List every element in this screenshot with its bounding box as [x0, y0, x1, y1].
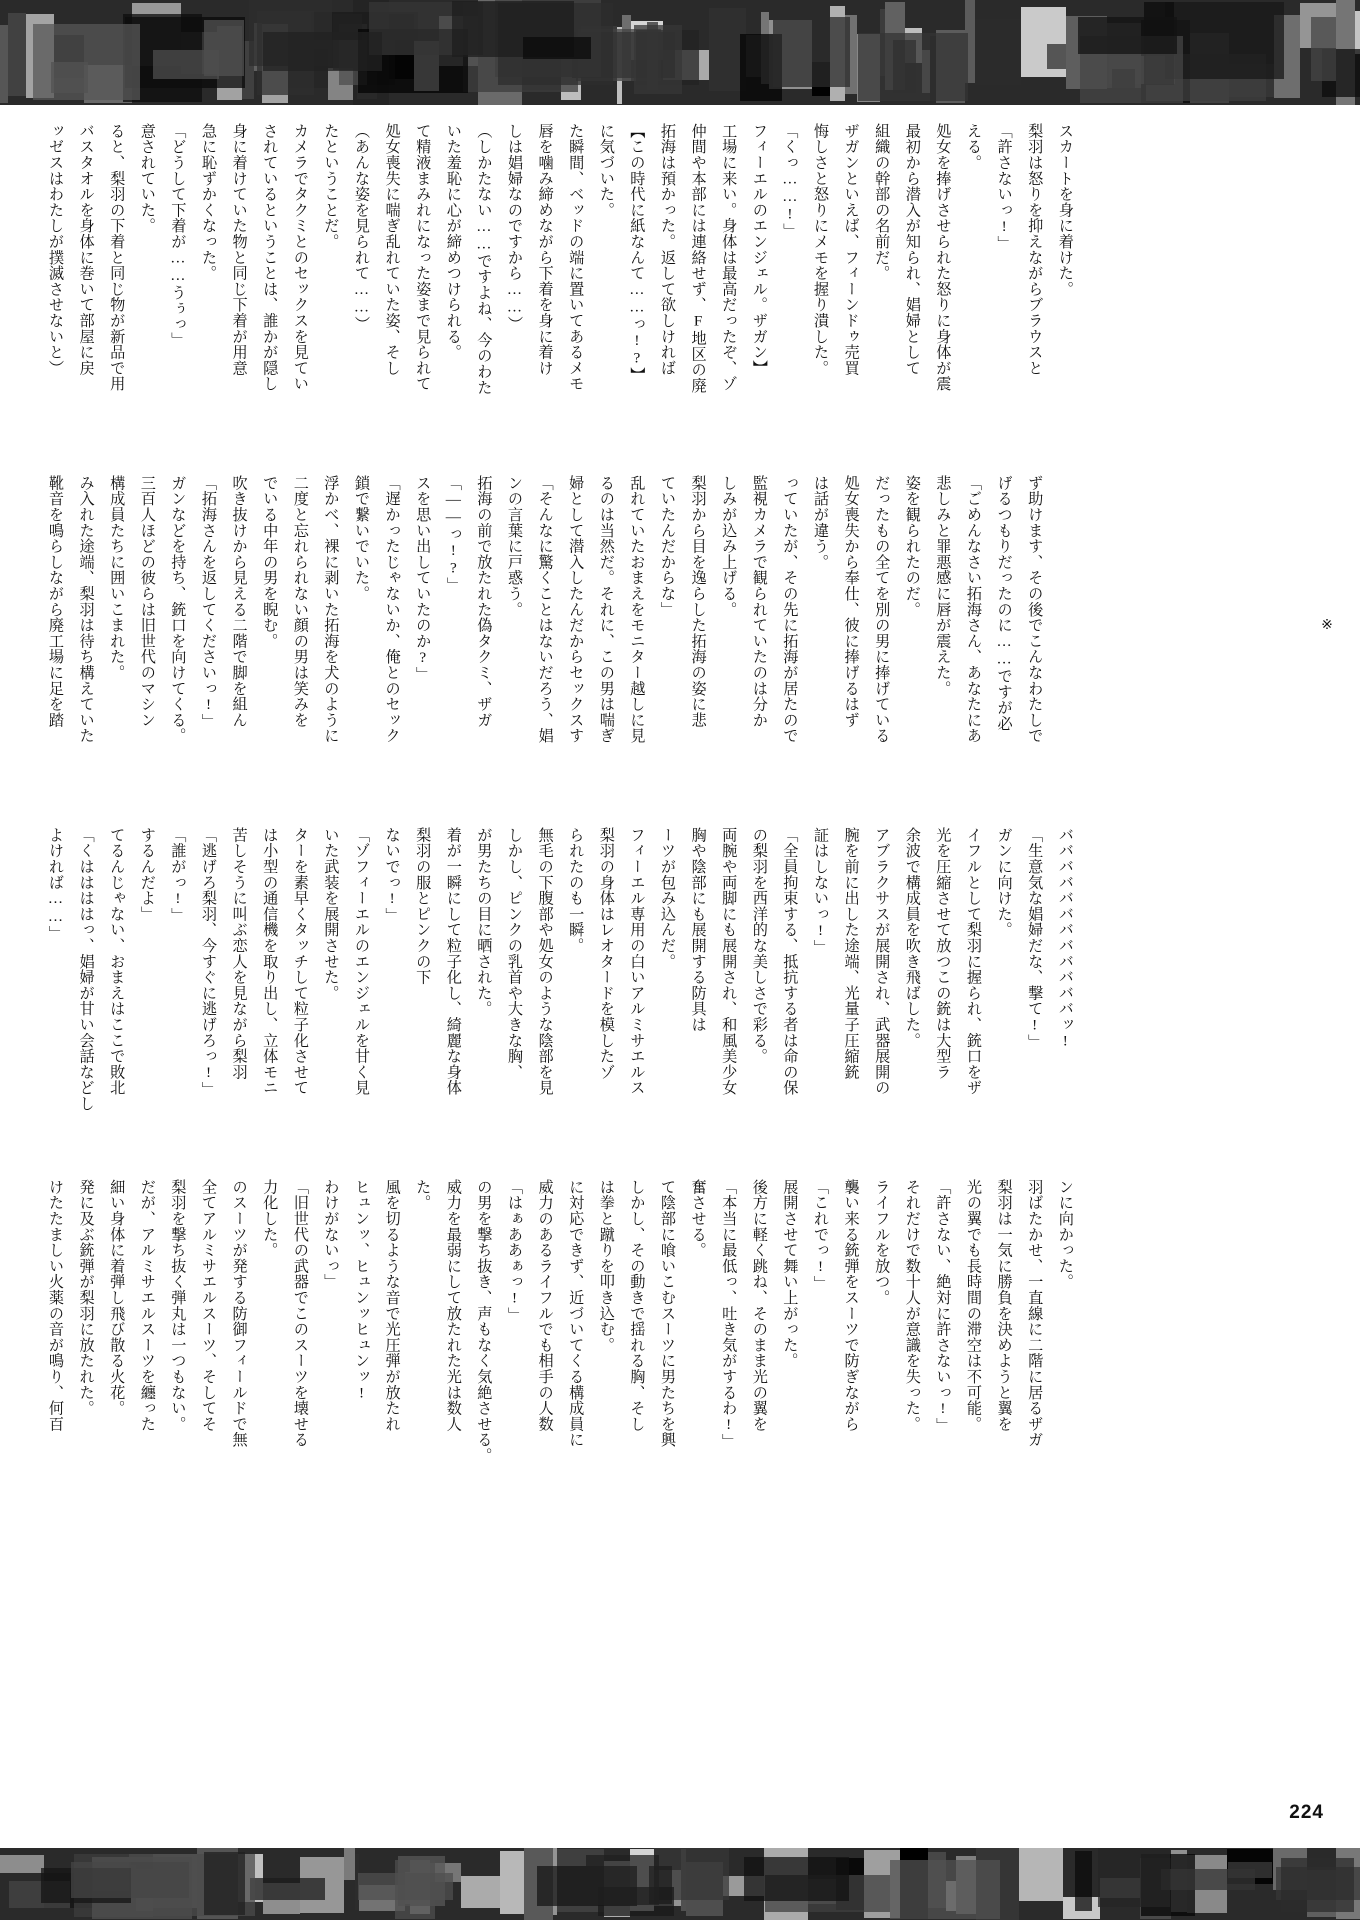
text-line: アブラクサスが展開され、武器展開の: [873, 827, 891, 1096]
text-line: ライフルを放つ。: [873, 1179, 891, 1306]
banner-stripe: [1078, 17, 1177, 54]
text-line: 乱れていたおまえをモニター越しに見: [628, 475, 646, 744]
text-line: ッゼスはわたしが撲滅させないと）: [47, 123, 64, 376]
text-line: 展開させて舞い上がった。: [781, 1179, 799, 1369]
text-line: 悲しみと罪悪感に唇が震えた。: [934, 475, 952, 697]
text-line: るのは当然だ。それに、この男は喘ぎ: [597, 475, 615, 744]
text-line: が男たちの目に晒された。: [475, 827, 493, 1017]
text-line: 風を切るような音で光圧弾が放たれ: [383, 1179, 401, 1432]
text-line: カメラでタクミとのセックスを見てい: [291, 123, 309, 392]
text-line: されているということは、誰かが隠し: [261, 123, 279, 392]
text-line: 細い身体に着弾し飛び散る火花。: [108, 1179, 126, 1416]
page-body: [0, 105, 1360, 1848]
text-line: 急に恥ずかくなった。: [200, 123, 217, 281]
top-decorative-band: [0, 0, 1360, 105]
text-line: 「ごめんなさい拓海さん、あなたにあ: [965, 475, 982, 744]
banner-stripe: [1098, 1848, 1170, 1907]
banner-stripe: [461, 1876, 500, 1908]
text-line: 「生意気な娼婦だな、撃て!」: [1026, 827, 1044, 1050]
text-line: 浮かべ、裸に剥いた拓海を犬のように: [322, 475, 340, 744]
text-line: 襲い来る銃弾をスーツで防ぎながら: [842, 1179, 860, 1432]
text-line: 靴音を鳴らしながら廃工場に足を踏: [47, 475, 64, 728]
text-line: 梨羽を撃ち抜く弾丸は一つもない。: [169, 1179, 187, 1432]
text-line: た瞬間、ベッドの端に置いてあるメモ: [567, 123, 585, 392]
text-line: に対応できず、近づいてくる構成員に: [567, 1179, 585, 1448]
text-line: けたたましい火薬の音が鳴り、何百: [47, 1179, 64, 1432]
text-line: ガンに向けた。: [995, 827, 1013, 938]
text-line: 胸や陰部にも展開する防具は: [689, 827, 707, 1033]
text-line: でいる中年の男を睨む。: [261, 475, 279, 649]
text-line: は話が違う。: [812, 475, 829, 570]
banner-stripe: [890, 1860, 1000, 1919]
text-line: 唇を噛み締めながら下着を身に着け: [536, 123, 554, 376]
banner-stripe: [250, 1878, 325, 1900]
banner-stripe: [1311, 17, 1336, 81]
text-line: に気づいた。: [597, 123, 615, 218]
banner-stripe: [1281, 1858, 1354, 1912]
banner-stripe: [975, 19, 1021, 85]
text-line: 証はしないっ!」: [812, 827, 829, 956]
text-line: 「はぁああぁっ!」: [506, 1179, 523, 1323]
text-line: だったもの全てを別の男に捧げている: [873, 475, 891, 744]
banner-stripe: [634, 25, 682, 94]
text-line: 「遅かったじゃないか、俺とのセック: [383, 475, 401, 744]
text-line: 奮させる。: [689, 1179, 707, 1258]
text-line: 無毛の下腹部や処女のような陰部を見: [536, 827, 554, 1096]
text-line: いた羞恥に心が締めつけられる。: [444, 123, 462, 360]
text-line: 吹き抜けから見える二階で脚を組ん: [230, 475, 248, 728]
text-line: げるつもりだったのに……ですが必: [995, 475, 1013, 732]
page-folio: 224: [1289, 1802, 1324, 1823]
text-line: ていたんだからな」: [659, 475, 676, 618]
text-line: 工場に来い。身体は最高だったぞ、ゾ: [720, 123, 738, 392]
text-line: フィーエル専用の白いアルミサエルス: [628, 827, 646, 1096]
text-line: 「これでっ!」: [812, 1179, 829, 1292]
text-line: するんだよ」: [138, 827, 156, 922]
page-marker: ※: [1319, 617, 1334, 634]
text-line: だが、アルミサエルスーツを纏った: [138, 1179, 156, 1432]
banner-stripe: [0, 25, 8, 103]
text-line: よければ……」: [47, 827, 64, 942]
text-line: の男を撃ち抜き、声もなく気絶させる。: [475, 1179, 493, 1464]
banner-stripe: [204, 1852, 245, 1915]
text-line: 監視カメラで観られていたのは分か: [750, 475, 768, 728]
banner-stripe: [1161, 1869, 1255, 1890]
text-line: それだけで数十人が意識を失った。: [903, 1179, 921, 1432]
text-line: 力化した。: [261, 1179, 279, 1258]
bottom-decorative-band: [0, 1848, 1360, 1920]
text-line: 全てアルミサエルスーツ、そしてそ: [200, 1179, 217, 1432]
banner-stripe: [773, 17, 850, 87]
text-line: バスタオルを身体に巻いて部屋に戻: [77, 123, 95, 376]
text-line: 「ゾフィーエルのエンジェルを甘く見: [353, 827, 370, 1096]
text-line: 「許さない、絶対に許さないっ!」: [934, 1179, 952, 1434]
text-line: 「くははははっ、娼婦が甘い会話などし: [77, 827, 95, 1112]
text-line: のスーツが発する防御フィールドで無: [230, 1179, 248, 1448]
text-line: 処女を捧げさせられた怒りに身体が震: [934, 123, 952, 392]
text-line: 拓海の前で放たれた偽タクミ、ザガ: [475, 475, 493, 728]
text-line: 梨羽の服とピンクの下: [414, 827, 432, 985]
text-line: 「旧世代の武器でこのスーツを壊せる: [291, 1179, 309, 1448]
text-line: は拳と蹴りを叩き込む。: [597, 1179, 615, 1353]
text-line: 発に及ぶ銃弾が梨羽に放たれた。: [77, 1179, 95, 1416]
text-line: 威力を最弱にして放たれた光は数人: [444, 1179, 462, 1432]
text-line: 「くっ……!」: [781, 123, 799, 239]
text-line: わけがないっ」: [322, 1179, 340, 1290]
text-line: ンの言葉に戸惑う。: [506, 475, 523, 618]
text-line: 婦として潜入したんだからセックスす: [567, 475, 585, 744]
text-line: は小型の通信機を取り出し、立体モニ: [261, 827, 279, 1096]
banner-stripe: [586, 1855, 659, 1905]
text-line: 「本当に最低っ、吐き気がするわ!」: [720, 1179, 738, 1450]
text-line: 「全員拘束する、抵抗する者は命の保: [781, 827, 799, 1096]
text-line: 苦しそうに叫ぶ恋人を見ながら梨羽: [230, 827, 248, 1080]
text-line: 「誰がっ!」: [169, 827, 187, 924]
banner-stripe: [1047, 44, 1066, 69]
text-line: たということだ。: [322, 123, 340, 250]
text-line: 梨羽は怒りを抑えながらブラウスと: [1026, 123, 1044, 376]
text-line: 後方に軽く跳ね、そのまま光の翼を: [750, 1179, 768, 1432]
text-line: フィーエルのエンジェル。ザガン】: [750, 123, 768, 376]
text-line: スを思い出していたのか?」: [414, 475, 432, 683]
text-line: 腕を前に出した途端、光量子圧縮銃: [842, 827, 860, 1080]
banner-stripe: [358, 1873, 453, 1900]
text-line: ババババババババババババッ!: [1056, 827, 1074, 1050]
text-line: ガンなどを持ち、銃口を向けてくる。: [169, 475, 187, 744]
text-line: 両腕や両脚にも展開され、和風美少女: [720, 827, 738, 1096]
text-line: 処女喪失に喘ぎ乱れていた姿、そし: [383, 123, 401, 376]
text-line: 二度と忘れられない顔の男は笑みを: [291, 475, 309, 728]
banner-stripe: [1355, 11, 1360, 54]
banner-stripe: [1019, 1848, 1063, 1901]
text-line: てるんじゃない、おまえはここで敗北: [108, 827, 126, 1096]
text-line: 仲間や本部には連絡せず、F地区の廃: [689, 123, 707, 394]
text-line: 余波で構成員を吹き飛ばした。: [903, 827, 921, 1049]
banner-stripe: [344, 1848, 355, 1880]
text-line: 身に着けていた物と同じ下着が用意: [230, 123, 248, 376]
text-line: 三百人ほどの彼らは旧世代のマシン: [138, 475, 156, 728]
text-line: 「どうして下着が……うぅっ」: [169, 123, 187, 348]
banner-stripe: [523, 37, 591, 59]
text-line: 「拓海さんを返してくださいっ!」: [200, 475, 217, 730]
text-line: ンに向かった。: [1056, 1179, 1074, 1290]
banner-stripe: [153, 50, 219, 78]
text-line: 着が一瞬にして粒子化し、綺麗な身体: [444, 827, 462, 1096]
text-line: み入れた途端、梨羽は待ち構えていた: [77, 475, 95, 744]
text-line: ず助けます、その後でこんなわたしで: [1026, 475, 1044, 744]
text-line: ザガンといえば、フィーンドゥ売買: [842, 123, 860, 376]
text-line: 意されていた。: [138, 123, 156, 234]
text-line: 梨羽から目を逸らした拓海の姿に悲: [689, 475, 707, 728]
banner-stripe: [858, 33, 968, 101]
banner-stripe: [0, 1855, 44, 1873]
banner-stripe: [744, 1857, 849, 1900]
text-line: られたのも一瞬。: [567, 827, 585, 954]
text-line: 悔しさと怒りにメモを握り潰した。: [812, 123, 829, 376]
text-line: 組織の幹部の名前だ。: [873, 123, 891, 281]
text-line: しかし、ピンクの乳首や大きな胸、: [506, 827, 523, 1080]
text-line: 「そんなに驚くことはないだろう、娼: [536, 475, 554, 744]
banner-stripe: [71, 1862, 189, 1898]
text-line: しは娼婦なのですから……）: [506, 123, 523, 332]
text-line: 処女喪失から奉仕、彼に捧げるはず: [842, 475, 860, 728]
text-line: て精液まみれになった姿まで見られて: [414, 123, 432, 392]
text-line: 羽ばたかせ、一直線に二階に居るザガ: [1026, 1179, 1044, 1448]
text-line: しかし、その動きで揺れる胸、そし: [628, 1179, 646, 1432]
text-line: ターを素早くタッチして粒子化させて: [291, 827, 309, 1096]
text-line: 光を圧縮させて放つこの銃は大型ラ: [934, 827, 952, 1080]
text-line: 構成員たちに囲いこまれた。: [108, 475, 126, 681]
text-line: いた武装を展開させた。: [322, 827, 340, 1001]
text-line: 「逃げろ梨羽、今すぐに逃げろっ!」: [200, 827, 217, 1098]
banner-stripe: [8, 13, 26, 96]
text-line: っていたが、その先に拓海が居たので: [781, 475, 799, 744]
text-line: た。: [414, 1179, 432, 1211]
text-line: 最初から潜入が知られ、娼婦として: [903, 123, 921, 376]
text-line: 【この時代に紙なんて……っ!?】: [628, 123, 646, 383]
text-line: （あんな姿を見られて……）: [353, 123, 370, 332]
text-line: 「許さないっ!」: [995, 123, 1013, 252]
text-line: 梨羽の身体はレオタードを模したゾ: [597, 827, 615, 1080]
text-line: 梨羽は一気に勝負を決めようと翼を: [995, 1179, 1013, 1432]
text-line: （しかたない……ですよね、今のわた: [475, 123, 493, 396]
text-line: ないでっ!」: [383, 827, 401, 924]
text-line: 拓海は預かった。返して欲しければ: [659, 123, 676, 376]
text-line: イフルとして梨羽に握られ、銃口をザ: [965, 827, 982, 1096]
text-line: 「――っ!?」: [444, 475, 462, 593]
text-line: 光の翼でも長時間の滞空は不可能。: [965, 1179, 982, 1432]
text-line: える。: [965, 123, 982, 171]
banner-stripe: [500, 1851, 524, 1914]
text-line: て陰部に喰いこむスーツに男たちを興: [659, 1179, 676, 1448]
text-line: 姿を観られたのだ。: [903, 475, 921, 618]
text-line: ーツが包み込んだ。: [659, 827, 676, 970]
text-line: 威力のあるライフルでも相手の人数: [536, 1179, 554, 1432]
text-line: の梨羽を西洋的な美しさで彩る。: [750, 827, 768, 1064]
banner-stripe: [1075, 1851, 1092, 1911]
text-line: ると、梨羽の下着と同じ物が新品で用: [108, 123, 126, 392]
text-line: 鎖で繋いでいた。: [353, 475, 370, 602]
banner-stripe: [33, 24, 140, 100]
text-line: スカートを身に着けた。: [1056, 123, 1074, 297]
banner-stripe: [263, 32, 382, 72]
text-line: ヒュンッ、ヒュンッヒュンッ!: [353, 1179, 370, 1402]
text-line: しみが込み上げる。: [720, 475, 738, 618]
